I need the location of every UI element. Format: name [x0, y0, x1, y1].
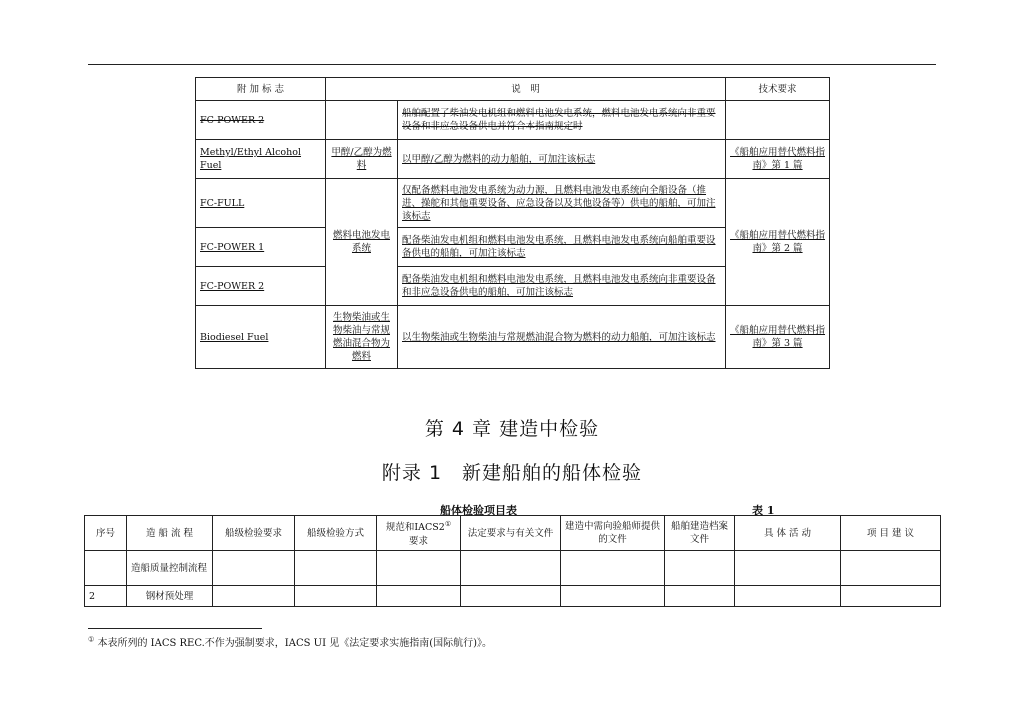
row-no: 2	[85, 586, 127, 607]
header-cell: 船级检验要求	[213, 516, 295, 551]
header-cell: 造 船 流 程	[127, 516, 213, 551]
footnote-mark: ①	[88, 635, 95, 644]
row-no	[85, 551, 127, 586]
header-cell: 项 目 建 议	[841, 516, 941, 551]
mark-cell: FC-POWER 2	[196, 267, 326, 306]
row-process: 造船质量控制流程	[127, 551, 213, 586]
header-text: 规范和IACS2	[385, 522, 445, 534]
fuel-cell: 甲醇/乙醇为燃料	[326, 140, 398, 179]
hull-inspection-table	[84, 515, 941, 607]
desc-cell: 配备柴油发电机组和燃料电池发电系统，且燃料电池发电系统向非重要设备和非应急设备供电的船舶，可加注该标志	[398, 267, 726, 306]
footnote-text: 本表所列的 IACS REC.不作为强制要求，IACS UI 见《法定要求实施指南(国际航行)》。	[97, 638, 493, 649]
header-cell: 序号	[85, 516, 127, 551]
table-row	[196, 306, 830, 369]
mark-cell: Methyl/Ethyl Alcohol Fuel	[196, 140, 326, 179]
desc-cell: 以甲醇/乙醇为燃料的动力船舶，可加注该标志	[398, 140, 726, 179]
table-row	[196, 140, 830, 179]
fuel-cell-fc: 燃料电池发电系统	[326, 179, 398, 306]
footnote-rule	[88, 628, 262, 629]
header-desc: 说 明	[326, 78, 726, 101]
table-number: 表 1	[752, 504, 775, 517]
table-header-row	[85, 516, 941, 551]
chapter-title: 第 4 章 建造中检验	[424, 418, 600, 440]
header-cell-rules	[377, 516, 461, 551]
table-header-row	[196, 78, 830, 101]
desc-cell: 仅配备燃料电池发电系统为动力源，且燃料电池发电系统向全船设备（推进、操舵和其他重要设备、应急设备以及其他设备等）供电的船舶，可加注该标志	[398, 179, 726, 228]
req-cell: 《船舶应用替代燃料指南》第 3 篇	[726, 306, 830, 369]
req-cell	[726, 101, 830, 140]
header-cell: 建造中需向验船师提供的文件	[561, 516, 665, 551]
table-row	[196, 179, 830, 228]
desc-cell: 船舶配置了柴油发电机组和燃料电池发电系统，燃料电池发电系统向非重要设备和非应急设备供电并符合本指南规定时	[398, 101, 726, 140]
header-req: 技术要求	[726, 78, 830, 101]
table-title: 船体检验项目表	[440, 504, 517, 517]
req-cell-fc: 《船舶应用替代燃料指南》第 2 篇	[726, 179, 830, 306]
header-cell: 船舶建造档案文件	[665, 516, 735, 551]
header-rule	[88, 64, 936, 65]
header-cell: 具 体 活 动	[735, 516, 841, 551]
header-mark: 附 加 标 志	[196, 78, 326, 101]
mark-cell: Biodiesel Fuel	[196, 306, 326, 369]
mark-cell: FC-FULL	[196, 179, 326, 228]
fuel-cell	[326, 101, 398, 140]
mark-cell: FC-POWER 2	[196, 101, 326, 140]
header-cell: 法定要求与有关文件	[461, 516, 561, 551]
table-row	[196, 101, 830, 140]
mark-cell: FC-POWER 1	[196, 228, 326, 267]
header-text: 要求	[408, 535, 428, 547]
appendix-title: 附录 1 新建船舶的船体检验	[381, 462, 643, 484]
row-process: 钢材预处理	[127, 586, 213, 607]
footnote	[88, 634, 492, 649]
req-cell: 《船舶应用替代燃料指南》第 1 篇	[726, 140, 830, 179]
footnote-ref: ①	[444, 520, 452, 529]
desc-cell: 以生物柴油或生物柴油与常规燃油混合物为燃料的动力船舶，可加注该标志	[398, 306, 726, 369]
header-cell: 船级检验方式	[295, 516, 377, 551]
fuel-cell: 生物柴油或生物柴油与常规燃油混合物为燃料	[326, 306, 398, 369]
notation-table	[195, 77, 830, 369]
table-row	[85, 586, 941, 607]
desc-cell: 配备柴油发电机组和燃料电池发电系统，且燃料电池发电系统向船舶重要设备供电的船舶，可加注该标志	[398, 228, 726, 267]
table-row	[85, 551, 941, 586]
